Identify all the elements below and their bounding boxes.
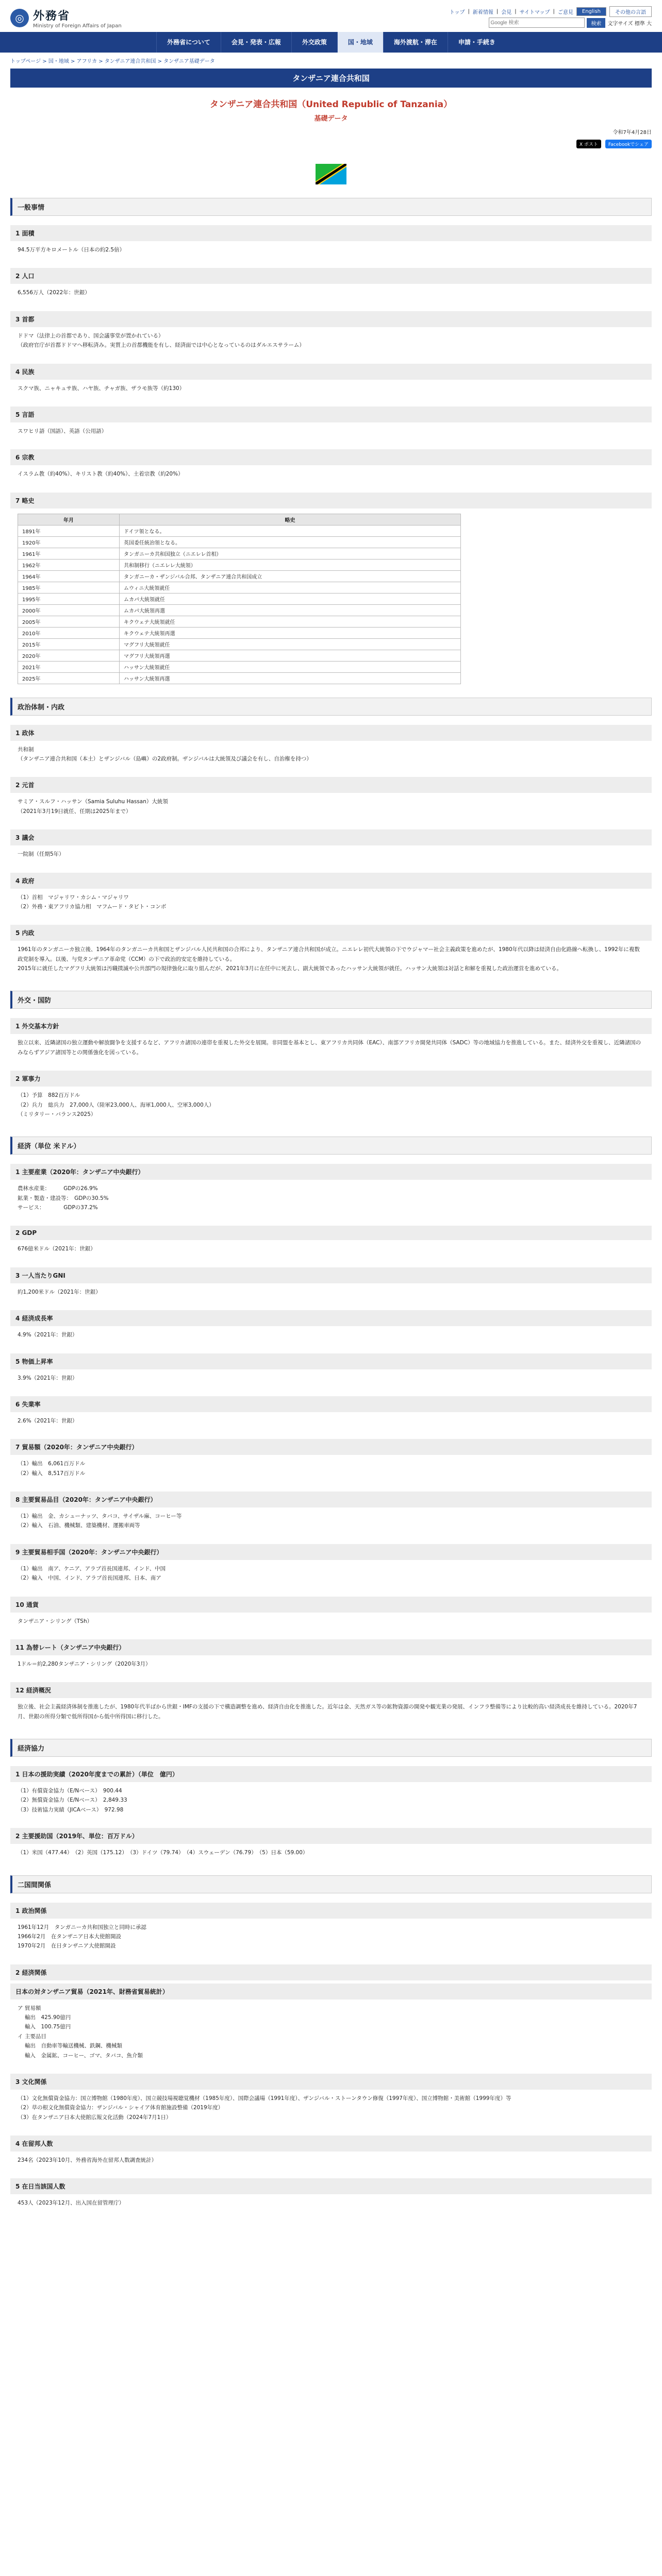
heading-japan-aid: 1 日本の援助実績（2020年度までの累計）（単位 億円） [10,1766,652,1782]
text-military-line1: （1）予算 882百万ドル [18,1092,80,1099]
heading-tanzanian-residents: 5 在日当該国人数 [10,2178,652,2194]
text-political-relations-1: 1961年12月 タンガニーカ共和国独立と同時に承認 [18,1924,146,1930]
heading-trade-volume: 7 貿易額（2020年：タンザニア中央銀行） [10,1439,652,1455]
text-japan-aid-grant: （2）無償資金協力（E/Nベース） 2,849.33 [18,1797,127,1804]
text-capital-line1: ドドマ（法律上の首都であり、国会議事堂が置かれている） [18,332,164,339]
heading-history: 7 略史 [10,493,652,509]
basic-data-title: 基礎データ [314,115,348,123]
heading-gni: 3 一人当たりGNI [10,1267,652,1283]
text-trade-items-export: （1）輸出 金、カシューナッツ、タバコ、サイザル麻、コーヒー等 [18,1513,182,1519]
text-japan-trade-3: 輸入 100.75億円 [25,2024,71,2030]
text-trade-partners-import: （2）輸入 中国、インド、アラブ首長国連邦、日本、南ア [18,1575,161,1582]
text-polity-line1: 共和制 [18,746,34,753]
heading-economic-overview: 12 経済概況 [10,1682,652,1698]
text-japan-trade-5: 輸出 自動車等輸送機械、鉄鋼、機械類 [25,2043,122,2049]
heading-inflation: 5 物価上昇率 [10,1353,652,1369]
text-exchange-rate: 1ドル＝約2,280タンザニア・シリング（2020年3月） [18,1660,151,1667]
heading-military: 2 軍事力 [10,1071,652,1087]
heading-industries: 1 主要産業（2020年：タンザニア中央銀行） [10,1164,652,1180]
history-year-cell: 2021年 [18,661,120,672]
site-header [0,0,662,32]
text-head-line2: （2021年3月19日就任、任期は2025年まで） [18,808,131,815]
section-cooperation: 経済協力 [10,1739,652,1757]
history-year-cell: 2010年 [18,627,120,638]
history-year-cell: 2005年 [18,616,120,627]
section-economy: 経済（単位 米ドル） [10,1137,652,1155]
main-content [10,69,652,2212]
heading-japanese-residents: 4 在留邦人数 [10,2136,652,2151]
heading-unemployment: 6 失業率 [10,1396,652,1412]
history-row [18,616,461,627]
breadcrumb[interactable]: トップページ > 国・地域 > アフリカ > タンザニア連合共和国 > タンザニア基礎データ [10,59,215,64]
heading-government: 4 政府 [10,873,652,889]
history-event-cell: 英国委任統治領となる。 [120,536,461,548]
text-japan-trade-6: 輸入 金属鉱、コーヒー、ゴマ、タバコ、魚介類 [25,2052,143,2059]
text-language: スワヒリ語（国語）、英語（公用語） [18,428,107,434]
text-trade-partners-export: （1）輸出 南ア、ケニア、アラブ首長国連邦、インド、中国 [18,1565,166,1572]
text-trade-volume-import: （2）輸入 8,517百万ドル [18,1470,86,1477]
history-row [18,672,461,684]
heading-political-relations: 1 政治関係 [10,1903,652,1919]
text-japan-trade-1: ア 貿易額 [18,2005,41,2011]
nav-item-travel[interactable]: 海外渡航・滞在 [383,32,448,53]
history-year-cell: 2020年 [18,650,120,661]
history-col-year: 年月 [18,514,120,525]
history-row [18,604,461,616]
text-japan-aid-loan: （1）有償資金協力（E/Nベース） 900.44 [18,1788,122,1794]
text-foreign-policy: 独立以来、近隣諸国の独立運動や解放闘争を支援するなど、アフリカ諸国の連帯を重視した外交を展開。非同盟を基本とし、東アフリカ共同体（EAC）、南部アフリカ開発共同体（SADC）等の地域協力を推進している。また、経済外交を重視し、近隣諸国のみならずアジア諸国等との関係強化を図っている。 [18,1040,641,1056]
history-year-cell: 1920年 [18,536,120,548]
text-political-relations-3: 1970年2月 在日タンザニア大使館開設 [18,1943,116,1950]
history-year-cell: 1995年 [18,593,120,604]
heading-currency: 10 通貨 [10,1597,652,1613]
text-tanzanian-residents: 453人（2023年12月、出入国在留管理庁） [18,2200,125,2207]
history-row [18,661,461,672]
text-parliament: 一院制（任期5年） [18,851,64,858]
x-post-button[interactable]: X ポスト [576,140,601,148]
text-japan-aid [10,1782,652,1819]
text-japan-trade [10,1999,652,2064]
text-domestic [10,941,652,977]
history-col-event: 略史 [120,514,461,525]
text-trade-volume-export: （1）輸出 6,061百万ドル [18,1461,86,1467]
heading-area: 1 面積 [10,225,652,241]
section-diplomacy: 外交・国防 [10,991,652,1009]
history-event-cell: キクウェテ大統領就任 [120,616,461,627]
text-cultural-1: （1）文化無償資金協力：国立博物館（1980年度）、国立競技場視聴覚機材（1985年度）、国際会議場（1991年度）、ザンジバル・ストーンタウン修復（1997年度）、国立博物館・美術館（1999年度）等 [18,2095,511,2102]
text-head-line1: サミア・スルフ・ハッサン（Samia Suluhu Hassan）大統領 [18,799,168,805]
history-event-cell: タンガニーカ共和国独立（ニエレレ首相） [120,548,461,559]
history-event-cell: ハッサン大統領再選 [120,672,461,684]
history-year-cell: 1961年 [18,548,120,559]
font-size-control[interactable]: 文字サイズ 標準 大 [607,21,652,27]
heading-economic-relations: 2 経済関係 [10,1964,652,1980]
history-row [18,582,461,593]
heading-ethnic: 4 民族 [10,364,652,380]
text-donors: （1）米国（477.44） （2）英国（175.12） （3）ドイツ（79.74） （4）スウェーデン（76.79） （5）日本（59.00） [18,1850,308,1856]
heading-religion: 6 宗教 [10,449,652,465]
util-link-top[interactable]: トップ [449,10,465,15]
text-gni: 約1,200米ドル（2021年：世銀） [18,1289,101,1295]
nav-item-policy[interactable]: 外交政策 [291,32,337,53]
logo-jp-text: 外務省 [33,10,71,23]
history-event-cell: ムカパ大統領就任 [120,593,461,604]
history-event-cell: ドイツ領となる。 [120,525,461,536]
history-year-cell: 1891年 [18,525,120,536]
text-polity-line2: （タンザニア連合共和国（本土）とザンジバル（島嶼）の2政府制。ザンジバルは大統領及び議会を有し、自治権を持つ） [18,756,312,762]
text-population: 6,556万人（2022年：世銀） [18,290,90,296]
country-title: タンザニア連合共和国（United Republic of Tanzania） [209,99,453,110]
text-government [10,889,652,916]
history-year-cell: 2025年 [18,672,120,684]
heading-polity: 1 政体 [10,725,652,741]
nav-item-procedures[interactable]: 申請・手続き [448,32,506,53]
text-government-line2: （2）外務・東アフリカ協力相 マフムード・タビト・コンボ [18,903,167,910]
history-row [18,593,461,604]
history-event-cell: キクウェテ大統領再選 [120,627,461,638]
heading-capital: 3 首都 [10,311,652,327]
section-politics: 政治体制・内政 [10,698,652,716]
history-year-cell: 1985年 [18,582,120,593]
history-year-cell: 1962年 [18,559,120,570]
tanzania-flag [316,164,346,184]
nav-item-regions[interactable]: 国・地域 [337,32,383,53]
heading-growth: 4 経済成長率 [10,1310,652,1326]
text-japan-trade-4: イ 主要品目 [18,2033,46,2040]
text-cultural-3: （3）在タンザニア日本大使館広報文化活動（2024年7月1日） [18,2114,172,2121]
history-row [18,627,461,638]
text-political-relations [10,1919,652,1955]
text-economic-overview: 独立後、社会主義経済体制を推進したが、1980年代半ばから世銀・IMFの支援の下で構造調整を進め、経済自由化を推進した。近年は金、天然ガス等の鉱物資源の開発や観光業の発展、インフラ整備等により比較的高い経済成長を維持している。2020年7月、世銀の所得分類で低所得国から低中所得国に移行した。 [18,1704,637,1720]
utility-links: トップ | 新着情報 | 会見 | サイトマップ | ご意見 English その他の言語 [450,6,652,17]
lang-english-button[interactable]: English [576,7,606,16]
text-inflation: 3.9%（2021年：世銀） [18,1375,78,1381]
text-polity [10,741,652,768]
section-general: 一般事情 [10,198,652,216]
util-link-feedback[interactable]: ご意見 [557,10,573,15]
heading-cultural-relations: 3 文化関係 [10,2074,652,2090]
text-currency: タンザニア・シリング（TSh） [18,1618,93,1624]
update-date: 令和7年4月28日 [613,130,652,135]
heading-domestic: 5 内政 [10,925,652,941]
history-event-cell: ハッサン大統領就任 [120,661,461,672]
text-trade-items [10,1507,652,1535]
site-logo[interactable] [10,7,122,29]
history-event-cell: ムカパ大統領再選 [120,604,461,616]
page-title-bar: タンザニア連合共和国 [10,69,652,88]
history-row [18,559,461,570]
text-military-line2: （2）兵力 総兵力 27,000人（陸軍23,000人、海軍1,000人、空軍3,000人） [18,1101,214,1108]
history-row [18,536,461,548]
text-japan-aid-tech: （3）技術協力実績（JICAベース） 972.98 [18,1806,124,1813]
logo-en-text: Ministry of Foreign Affairs of Japan [33,23,122,29]
history-event-cell: タンガニーカ・ザンジバル合邦、タンザニア連合共和国成立 [120,570,461,582]
heading-head-of-state: 2 元首 [10,777,652,793]
text-ethnic: スクマ族、ニャキュサ族、ハヤ族、チャガ族、ザラモ族等（約130） [18,385,185,392]
text-cultural-2: （2）草の根文化無償資金協力：ザンジバル・シャイア体育館施設整備（2019年度） [18,2105,224,2111]
heading-donors: 2 主要援助国（2019年、単位：百万ドル） [10,1828,652,1844]
heading-population: 2 人口 [10,268,652,284]
text-area: 94.5万平方キロメートル（日本の約2.5倍） [18,247,125,253]
history-event-cell: ムウィニ大統領就任 [120,582,461,593]
history-event-cell: マグフリ大統領就任 [120,638,461,650]
text-trade-items-import: （2）輸入 石油、機械類、建築機材、運搬車両等 [18,1522,140,1529]
history-year-cell: 2015年 [18,638,120,650]
text-industries-line3: サービス： GDPの37.2% [18,1205,98,1211]
facebook-share-button[interactable]: Facebookでシェア [605,140,652,148]
text-capital [10,327,652,354]
history-table [18,514,461,684]
text-cultural-relations [10,2090,652,2126]
history-year-cell: 2000年 [18,604,120,616]
nav-item-about[interactable]: 外務省について [156,32,221,53]
text-capital-line2: （政府官庁が首都ドドマへ移転済み。実質上の首都機能を有し、経済面では中心となっているのはダルエスサラーム） [18,342,305,349]
lang-other-button[interactable]: その他の言語 [609,6,652,17]
text-government-line1: （1）首相 マジャリワ・カシム・マジャリワ [18,894,129,901]
search-button[interactable]: 検索 [587,18,605,28]
section-bilateral: 二国間関係 [10,1875,652,1893]
text-industries [10,1180,652,1216]
heading-foreign-policy: 1 外交基本方針 [10,1018,652,1034]
history-row [18,638,461,650]
util-link-sitemap[interactable]: サイトマップ [519,10,550,15]
text-trade-partners [10,1560,652,1587]
text-military [10,1087,652,1123]
text-japan-trade-2: 輸出 425.90億円 [25,2014,71,2021]
text-industries-line1: 農林水産業： GDPの26.9% [18,1185,98,1192]
heading-trade-partners: 9 主要貿易相手国（2020年：タンザニア中央銀行） [10,1544,652,1560]
heading-gdp: 2 GDP [10,1226,652,1240]
history-row [18,650,461,661]
history-row [18,548,461,559]
heading-exchange-rate: 11 為替レート（タンザニア中央銀行） [10,1639,652,1655]
logo-emblem-icon: ◎ [10,9,29,27]
history-year-cell: 1964年 [18,570,120,582]
text-domestic-para2: 2015年に就任したマグフリ大統領は汚職撲滅や公共部門の規律強化に取り組んだが、2021年3月に在任中に死去し、副大統領であったハッサン大統領が就任。ハッサン大統領は対話と和解を重視した政治運営を進めている。 [18,965,562,972]
text-head-of-state [10,793,652,820]
global-nav [0,32,662,53]
text-political-relations-2: 1966年2月 在タンザニア日本大使館開設 [18,1933,121,1940]
heading-trade-items: 8 主要貿易品目（2020年：タンザニア中央銀行） [10,1492,652,1507]
text-japanese-residents: 234名（2023年10月、外務省海外在留邦人数調査統計） [18,2157,157,2163]
text-unemployment: 2.6%（2021年：世銀） [18,1417,78,1424]
text-military-line3: （ミリタリー・バランス2025） [18,1111,96,1117]
text-domestic-para1: 1961年のタンガニーカ独立後、1964年のタンガニーカ共和国とザンジバル人民共和国の合邦により、タンザニア連合共和国が成立。ニエレレ初代大統領の下でウジャマー社会主義政策を進めたが、1980年代以降は経済自由化路線へ転換し、1992年に複数政党制を導入。以後、与党タンザニア革命党（CCM）の下で政治的安定を維持している。 [18,946,640,962]
search-input[interactable] [489,18,585,28]
history-event-cell: 共和制移行（ニエレレ大統領） [120,559,461,570]
text-growth: 4.9%（2021年：世銀） [18,1332,78,1338]
text-gdp: 676億米ドル（2021年：世銀） [18,1246,96,1252]
share-buttons [10,140,652,148]
heading-japan-trade: 日本の対タンザニア貿易（2021年、財務省貿易統計） [10,1984,652,1999]
text-trade-volume [10,1455,652,1482]
heading-language: 5 言語 [10,406,652,422]
util-link-news[interactable]: 新着情報 [472,10,493,15]
history-row [18,570,461,582]
heading-parliament: 3 議会 [10,829,652,845]
nav-item-press[interactable]: 会見・発表・広報 [221,32,291,53]
history-event-cell: マグフリ大統領再選 [120,650,461,661]
history-row [18,525,461,536]
text-industries-line2: 鉱業・製造・建設等： GDPの30.5% [18,1195,109,1201]
search-area [489,18,652,28]
text-religion: イスラム教（約40%）、キリスト教（約40%）、土着宗教（約20%） [18,471,184,478]
util-link-press[interactable]: 会見 [501,10,512,15]
